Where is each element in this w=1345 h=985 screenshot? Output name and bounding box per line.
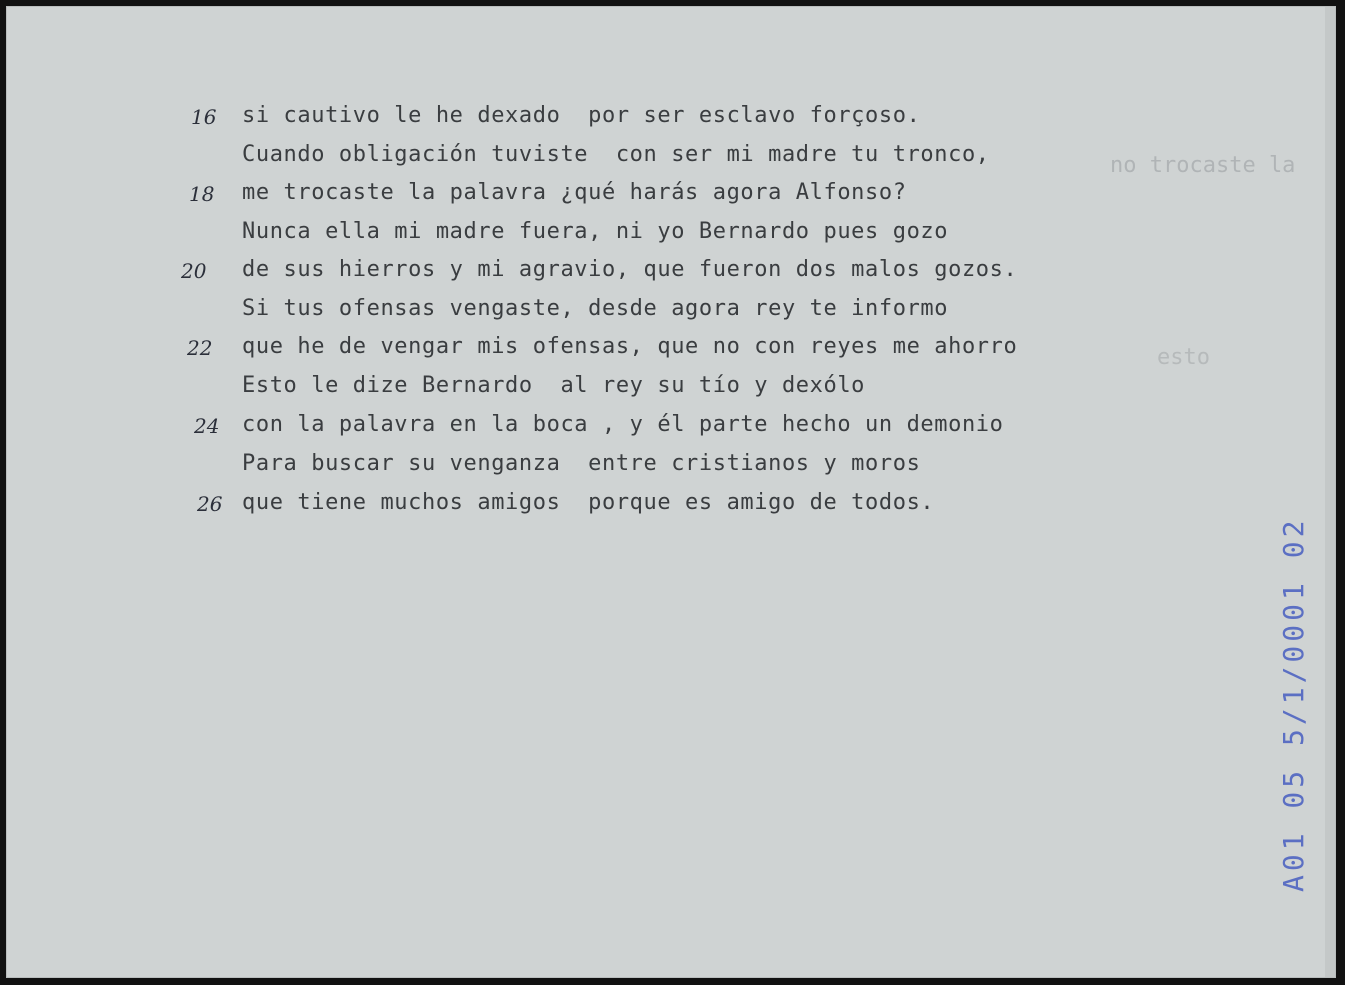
verse-line: Para buscar su venganza entre cristianos y moros — [242, 451, 921, 476]
line-number: 22 — [187, 336, 213, 360]
verse-line: me trocaste la palavra ¿qué harás agora Alfonso? — [242, 180, 907, 205]
verse-line: Nunca ella mi madre fuera, ni yo Bernardo pues gozo — [242, 219, 949, 244]
archive-code-stamp: A01 05 5/1/0001 02 — [1277, 516, 1310, 892]
verse-line: Cuando obligación tuviste con ser mi madre tu tronco, — [242, 142, 990, 167]
verse-line: que tiene muchos amigos porque es amigo de todos. — [242, 490, 935, 515]
verse-line: si cautivo le he dexado por ser esclavo forçoso. — [242, 103, 921, 128]
line-number: 16 — [191, 105, 217, 129]
verse-line: que he de vengar mis ofensas, que no con reyes me ahorro — [242, 334, 1018, 359]
verse-line: Esto le dize Bernardo al rey su tío y dexólo — [242, 373, 866, 398]
line-number: 26 — [197, 492, 223, 516]
line-number: 18 — [189, 182, 215, 206]
crossed-out-text: esto — [1157, 345, 1210, 370]
verse-line: con la palavra en la boca , y él parte hecho un demonio — [242, 412, 1004, 437]
verse-line: Si tus ofensas vengaste, desde agora rey te informo — [242, 296, 949, 321]
paper-edge — [1325, 7, 1335, 977]
verse-line: de sus hierros y mi agravio, que fueron dos malos gozos. — [242, 257, 1018, 282]
line-number: 24 — [194, 414, 220, 438]
document-page — [6, 6, 1336, 978]
crossed-out-text: no trocaste la — [1110, 153, 1296, 178]
line-number: 20 — [181, 259, 207, 283]
